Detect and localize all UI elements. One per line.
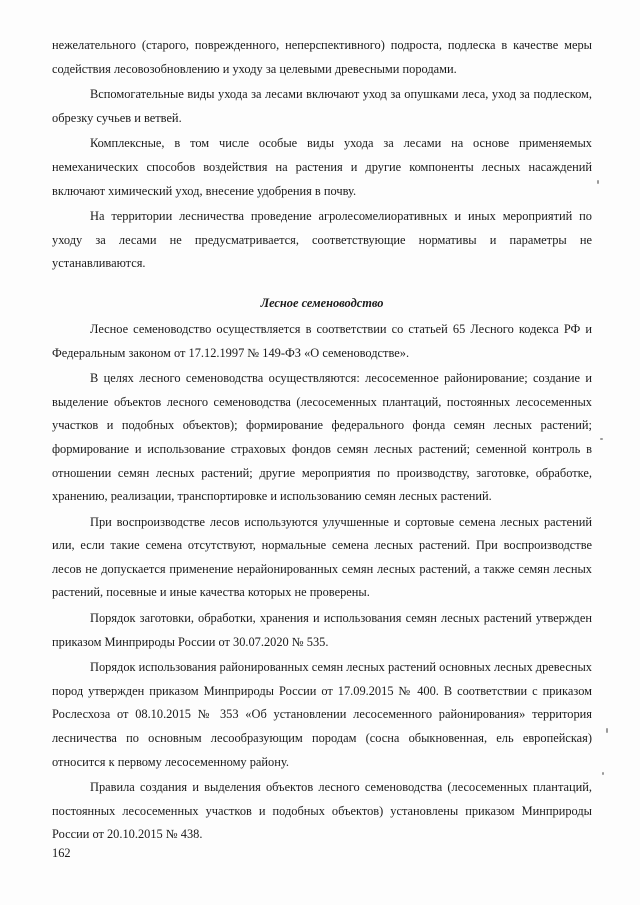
paragraph-auxiliary-care: Вспомогательные виды ухода за лесами включают уход за опушками леса, уход за подлеском, обрезку сучьев и ветвей. bbox=[52, 87, 592, 125]
paragraph-seed-reproduction: При воспроизводстве лесов используются улучшенные и сортовые семена лесных растений или, если такие семена отсутствуют, нормальные семена лесных растений. При воспроизводстве лесов не допускается применение нерайонированных семян лесных растений, а также семян лесных растений, посевные и иные качества которых не проверены. bbox=[52, 514, 592, 600]
paragraph-agroforestry: На территории лесничества проведение агролесомелиоративных и иных мероприятий по уходу за лесами не предусматривается, соответствующие нормативы и параметры не устанавливаются. bbox=[52, 209, 592, 271]
section-heading: Лесное семеноводство bbox=[260, 295, 384, 310]
paragraph-seed-goals: В целях лесного семеноводства осуществляются: лесосеменное районирование; создание и выделение объектов лесного семеноводства (лесосеменных плантаций, постоянных лесосеменных участков и подобных объектов); формирование федерального фонда семян лесных растений; формирование и использование страховых фондов семян лесных растений; семенной контроль в отношении семян лесных растений; другие мероприятия по производству, заготовке, обработке, хранению, реализации, транспортировке и использованию семян лесных растений. bbox=[52, 371, 592, 504]
scan-speck bbox=[606, 728, 608, 733]
page-number: 162 bbox=[52, 846, 71, 860]
paragraph-seed-procedure: Порядок заготовки, обработки, хранения и использования семян лесных растений утвержден приказом Минприроды России от 30.07.2020 № 535. bbox=[52, 611, 592, 649]
scan-speck bbox=[602, 772, 604, 775]
scan-speck bbox=[597, 180, 599, 184]
paragraph-seed-objects: Правила создания и выделения объектов лесного семеноводства (лесосеменных плантаций, постоянных лесосеменных участков и подобных объектов) установлены приказом Минприроды России от 20.10.2015 № 438. bbox=[52, 780, 592, 842]
paragraph-complex-care: Комплексные, в том числе особые виды ухода за лесами на основе применяемых немеханических способов воздействия на растения и другие компоненты лесных насаждений включают химический уход, внесение удобрения в почву. bbox=[52, 136, 592, 198]
scan-speck bbox=[600, 438, 603, 440]
paragraph-seed-zoning: Порядок использования районированных семян лесных растений основных лесных древесных пород утвержден приказом Минприроды России от 17.09.2015 № 400. В соответствии с приказом Рослесхоза от 08.10.2015 № 353 «Об установлении лесосеменного районирования» территория лесничества по основным лесообразующим породам (сосна обыкновенная, ель европейская) относится к первому лесосеменному району. bbox=[52, 660, 592, 769]
paragraph-continuation: нежелательного (старого, поврежденного, неперспективного) подроста, подлеска в качестве меры содействия лесовозобновлению и уходу за целевыми древесными породами. bbox=[52, 38, 592, 76]
paragraph-seed-law: Лесное семеноводство осуществляется в соответствии со статьей 65 Лесного кодекса РФ и Федеральным законом от 17.12.1997 № 149-ФЗ «О семеноводстве». bbox=[52, 321, 592, 360]
page-body bbox=[52, 34, 592, 847]
